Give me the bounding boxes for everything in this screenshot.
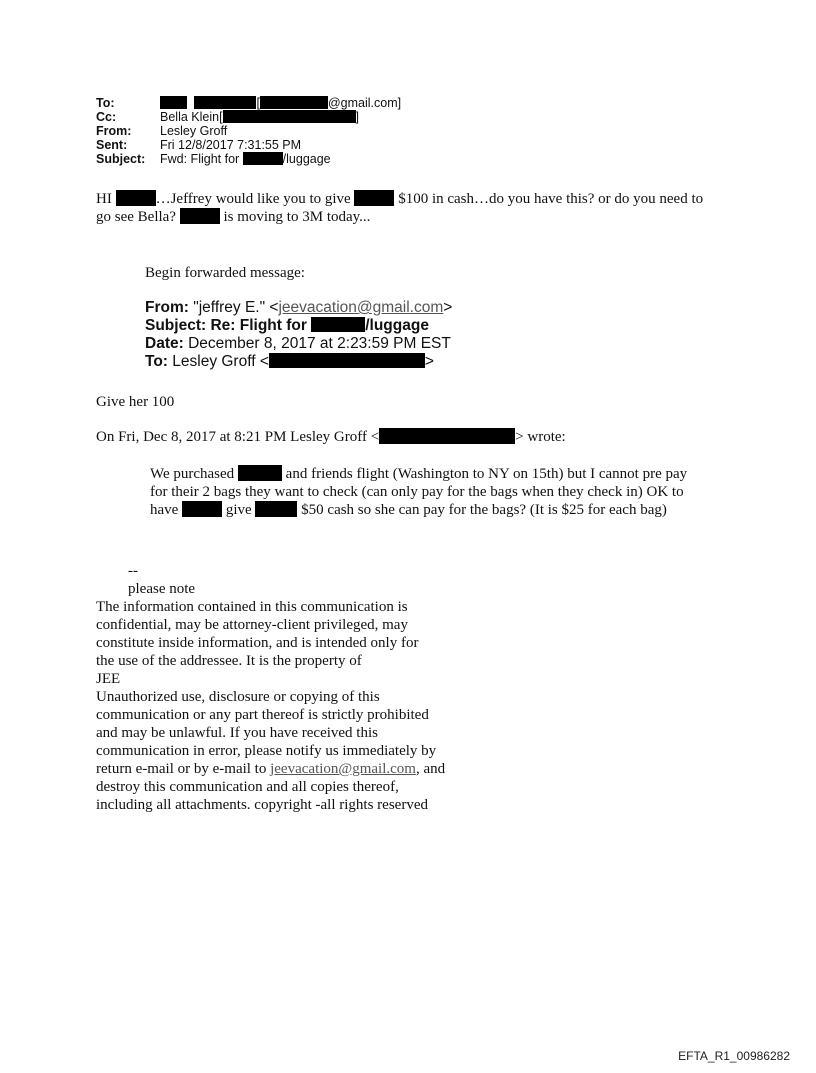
redaction-block <box>238 465 282 481</box>
message-paragraph: HI …Jeffrey would like you to give $100 in cash…do you have this? or do you need to go see Bella? is moving to 3M today... <box>96 191 704 225</box>
redaction-block <box>182 501 222 517</box>
fwd-date-row: Date: December 8, 2017 at 2:23:59 PM EST <box>145 335 451 352</box>
header-sent-row <box>96 138 401 152</box>
quoted-message: We purchased and friends flight (Washington to NY on 15th) but I cannot pre pay for their 2 bags they want to check (can only pay for the bags when they check in) OK to have give $50 cash so she can pay for the bags? (It is $25 for each bag) <box>150 466 688 518</box>
forwarded-header <box>145 299 452 371</box>
fwd-to-row: To: Lesley Groff < > <box>145 353 434 370</box>
header-cc-row <box>96 110 401 124</box>
from-value: Lesley Groff <box>160 124 228 138</box>
signature-disclaimer <box>96 562 476 814</box>
reply-text: Give her 100 <box>96 394 175 410</box>
quote-attribution: On Fri, Dec 8, 2017 at 8:21 PM Lesley Groff < > wrote: <box>96 429 566 445</box>
redaction-block <box>354 190 394 206</box>
disclaimer-line: JEE <box>96 671 121 687</box>
disclaimer-line: destroy this communication and all copies thereof, <box>96 779 399 795</box>
redaction-block <box>194 96 256 109</box>
email-header <box>96 96 401 166</box>
document-id: EFTA_R1_00986282 <box>678 1049 790 1063</box>
redaction-block <box>223 110 356 123</box>
fwd-from-row: From: "jeffrey E." <jeevacation@gmail.com> <box>145 299 453 316</box>
disclaimer-line: communication or any part thereof is strictly prohibited <box>96 707 429 723</box>
sig-please-note: please note <box>128 581 196 597</box>
disclaimer-line: the use of the addressee. It is the property of <box>96 653 362 669</box>
to-value: [ @gmail.com] <box>160 96 401 110</box>
header-subject-row <box>96 152 401 166</box>
sent-label: Sent: <box>96 138 128 152</box>
fwd-from-email-link[interactable]: jeevacation@gmail.com <box>278 299 444 316</box>
redaction-block <box>116 190 156 206</box>
cc-value: Bella Klein[ ] <box>160 110 360 124</box>
redaction-block <box>243 152 283 165</box>
redaction-block <box>160 96 187 109</box>
disclaimer-email-link[interactable]: jeevacation@gmail.com <box>270 761 416 777</box>
redaction-block <box>379 428 515 444</box>
disclaimer-line: including all attachments. copyright -all rights reserved <box>96 797 428 813</box>
disclaimer-line: and may be unlawful. If you have received this <box>96 725 378 741</box>
forwarded-intro: Begin forwarded message: <box>145 265 305 281</box>
from-label: From: <box>96 124 132 138</box>
subject-label: Subject: <box>96 152 146 166</box>
header-from-row <box>96 124 401 138</box>
disclaimer-line: constitute inside information, and is intended only for <box>96 635 419 651</box>
redaction-block <box>180 208 220 224</box>
header-to-row <box>96 96 401 110</box>
fwd-subject-row: Subject: Re: Flight for /luggage <box>145 317 429 334</box>
redaction-block <box>269 353 425 368</box>
subject-value: Fwd: Flight for /luggage <box>160 152 331 166</box>
redaction-block <box>255 501 297 517</box>
cc-label: Cc: <box>96 110 117 124</box>
disclaimer-line: communication in error, please notify us immediately by <box>96 743 437 759</box>
sig-dashes: -- <box>128 563 138 579</box>
redaction-block <box>311 317 365 332</box>
disclaimer-line: Unauthorized use, disclosure or copying of this <box>96 689 380 705</box>
disclaimer-line: return e-mail or by e-mail to jeevacation@gmail.com, and <box>96 761 446 777</box>
disclaimer-line: confidential, may be attorney-client privileged, may <box>96 617 408 633</box>
disclaimer-line: The information contained in this communication is <box>96 599 408 615</box>
to-label: To: <box>96 96 115 110</box>
redaction-block <box>260 96 328 109</box>
sent-value: Fri 12/8/2017 7:31:55 PM <box>160 138 302 152</box>
